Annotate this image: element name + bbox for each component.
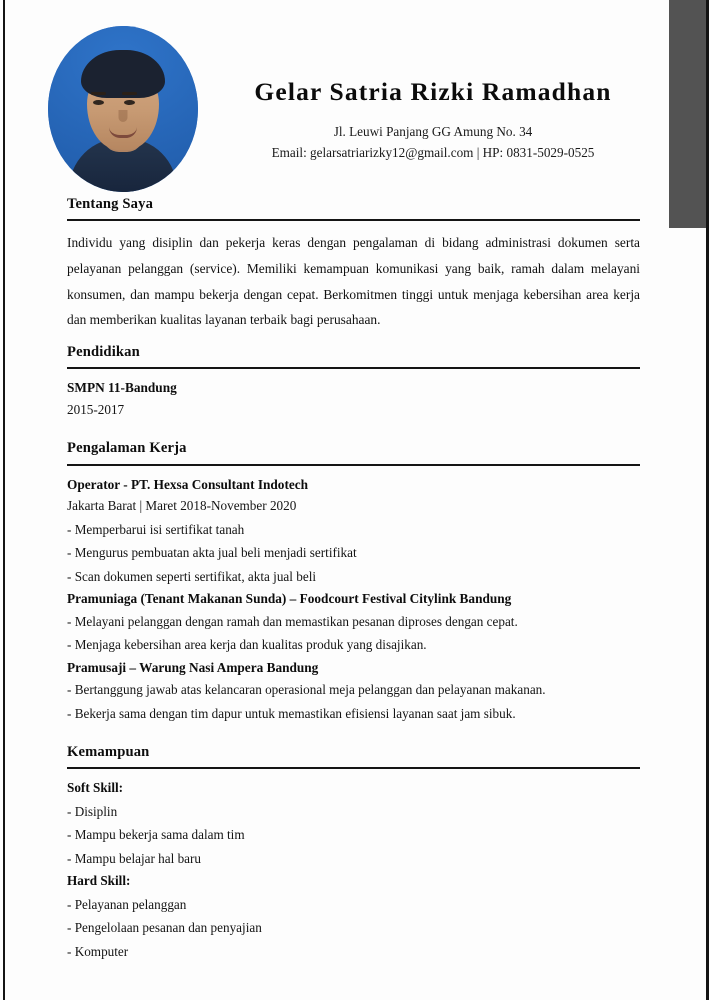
section-experience — [0, 439, 706, 725]
page-border-left — [3, 0, 5, 1000]
job-role: Pramusaji – Warung Nasi Ampera Bandung — [67, 659, 319, 675]
section-education — [0, 343, 706, 421]
soft-skill-label: Soft Skill: — [67, 780, 124, 796]
contact-line: Email: gelarsatriarizky12@gmail.com | HP: 0831-5029-0525 — [271, 144, 595, 160]
page-title: Gelar Satria Rizki Ramadhan — [254, 77, 612, 106]
page-outer-margin-right — [709, 0, 715, 1000]
section-divider-about — [67, 219, 640, 221]
photo-brow-right — [122, 92, 137, 95]
hard-skill-item: - Pelayanan pelanggan — [67, 896, 187, 912]
section-title-skills: Kemampuan — [67, 744, 150, 761]
photo-nose — [119, 110, 128, 122]
soft-skill-item: - Mampu belajar hal baru — [67, 850, 202, 866]
job-meta: Jakarta Barat | Maret 2018-November 2020 — [67, 498, 297, 514]
job-bullet: - Scan dokumen seperti sertifikat, akta jual beli — [67, 568, 317, 584]
portrait-photo-icon — [48, 26, 198, 192]
section-title-about: Tentang Saya — [67, 196, 154, 212]
soft-skill-item: - Disiplin — [67, 803, 118, 819]
job-bullet: - Mengurus pembuatan akta jual beli menjadi sertifikat — [67, 545, 357, 561]
scroll-overlay-bar[interactable] — [669, 0, 706, 228]
job-bullet: - Memperbarui isi sertifikat tanah — [67, 521, 245, 537]
about-body-text: Individu yang disiplin dan pekerja keras dengan pengalaman di bidang administrasi dokumen serta pelayanan pelanggan (service). Memiliki kemampuan komunikasi yang baik, ramah dalam melayani konsumen, dan mampu bekerja dengan cepat. Berkomitmen tinggi untuk menjaga kebersihan area kerja dan memberikan kualitas layanan terbaik bagi perusahaan. — [67, 235, 640, 328]
resume-header — [0, 0, 706, 195]
soft-skill-item: - Mampu bekerja sama dalam tim — [67, 827, 245, 843]
job-bullet: - Melayani pelanggan dengan ramah dan memastikan pesanan diproses dengan cepat. — [67, 613, 518, 629]
section-about — [0, 195, 706, 333]
job-bullet: - Menjaga kebersihan area kerja dan kualitas produk yang disajikan. — [67, 637, 427, 653]
job-role: Operator - PT. Hexsa Consultant Indotech — [67, 476, 309, 492]
hard-skill-item: - Komputer — [67, 943, 129, 959]
job-bullet: - Bekerja sama dengan tim dapur untuk memastikan efisiensi layanan saat jam sibuk. — [67, 705, 516, 721]
section-skills — [0, 743, 706, 963]
photo-brow-left — [91, 92, 106, 95]
hard-skill-label: Hard Skill: — [67, 873, 131, 889]
avatar — [48, 26, 198, 192]
education-school: SMPN 11-Bandung — [67, 380, 177, 396]
job-role: Pramuniaga (Tenant Makanan Sunda) – Foodcourt Festival Citylink Bandung — [67, 591, 512, 607]
photo-eye-left — [93, 100, 104, 105]
photo-eye-right — [124, 100, 135, 105]
hard-skill-item: - Pengelolaan pesanan dan penyajian — [67, 920, 262, 936]
education-years: 2015-2017 — [67, 401, 125, 417]
header-text-block — [218, 78, 648, 163]
address-line: Jl. Leuwi Panjang GG Amung No. 34 — [333, 124, 533, 140]
section-title-education: Pendidikan — [67, 344, 140, 361]
section-title-experience: Pengalaman Kerja — [67, 440, 187, 457]
job-bullet: - Bertanggung jawab atas kelancaran operasional meja pelanggan dan pelayanan makanan. — [67, 682, 546, 698]
